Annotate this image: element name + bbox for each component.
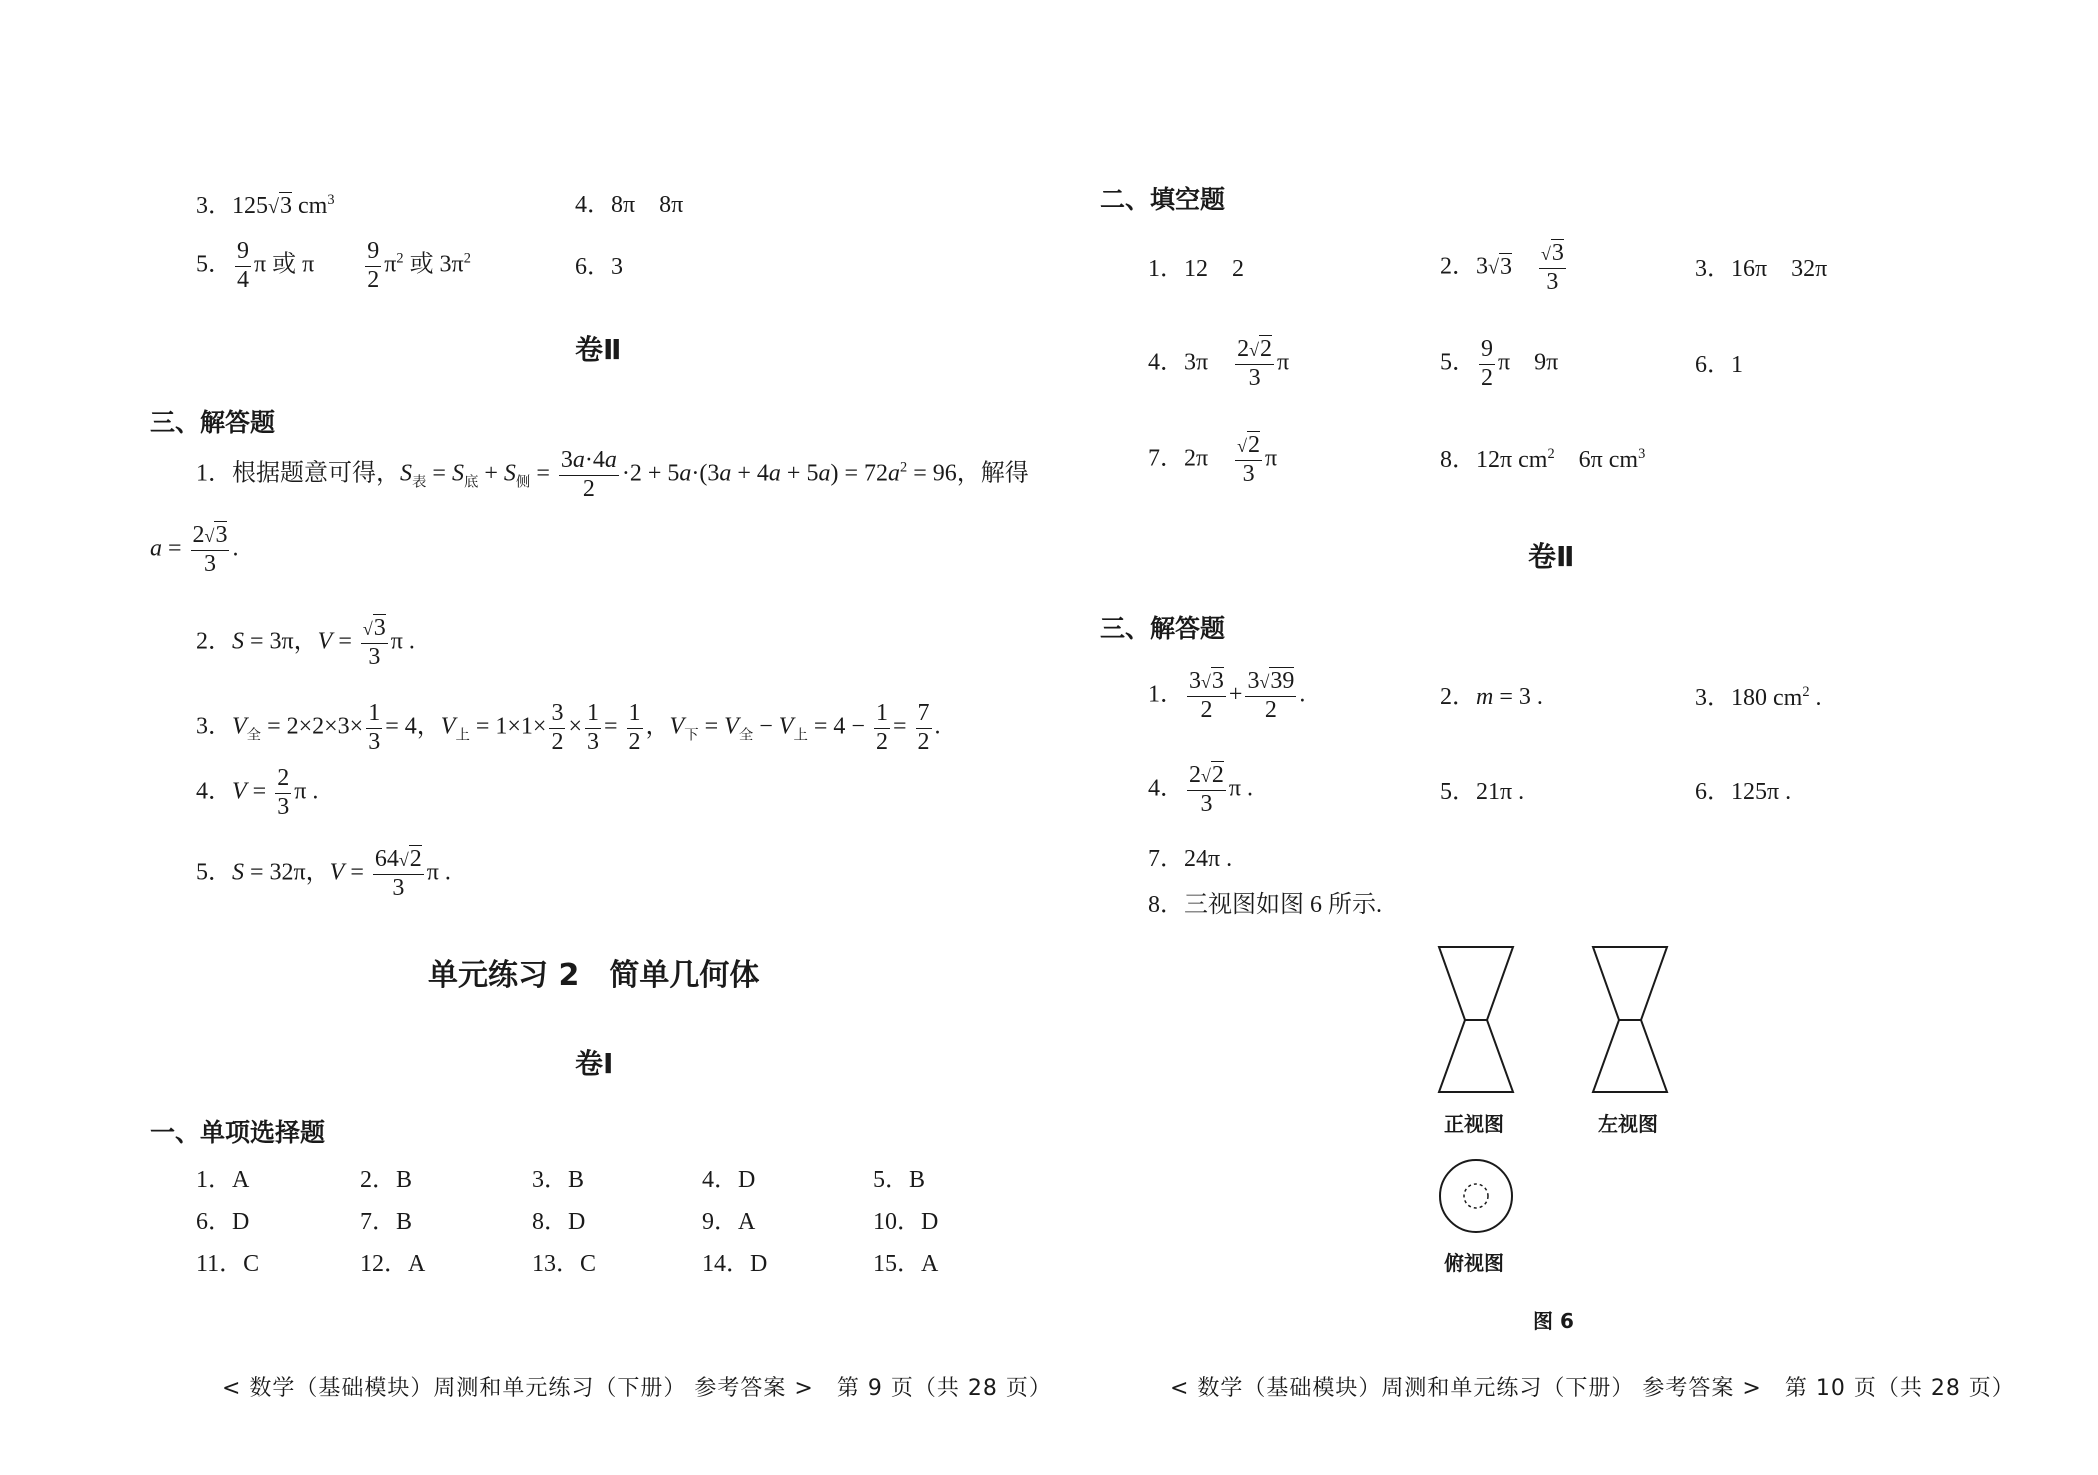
choice-answer: 8．D — [532, 1209, 586, 1235]
answer-6: 6．3 — [575, 254, 623, 280]
left-footer: < 数学（基础模块）周测和单元练习（下册） 参考答案 > 第 9 页（共 28 页） — [222, 1376, 1052, 1401]
choice-answer: 2．B — [360, 1167, 413, 1193]
solution-r7: 7．24π . — [1148, 846, 1233, 872]
choice-answer: 1．A — [196, 1167, 250, 1193]
choice-answer: 11．C — [196, 1251, 260, 1277]
choice-answer: 15．A — [873, 1251, 939, 1277]
side-view-figure — [1592, 946, 1668, 1094]
fill-answer-1: 1．12 2 — [1148, 256, 1244, 282]
volume-2-title: 卷Ⅱ — [575, 333, 622, 366]
section-1-heading: 一、单项选择题 — [150, 1118, 326, 1147]
top-view-label: 俯视图 — [1444, 1251, 1504, 1275]
solution-1-text: 1．根据题意可得， — [196, 460, 400, 487]
fill-answer-7: 7．2π $\frac{√2}{3}$ π — [1148, 432, 1278, 487]
solution-r3: 3．180 $cm^2$ . — [1695, 684, 1822, 711]
solution-1-result: a = $\frac{2√3}{3}$ . — [150, 522, 239, 577]
fill-answer-3: 3．16π 32π — [1695, 256, 1828, 282]
solution-r4: 4． $\frac{2√2}{3}$ π . — [1148, 762, 1254, 817]
choice-answer: 3．B — [532, 1167, 585, 1193]
solution-r5: 5．21π . — [1440, 779, 1525, 805]
volume-2-title-right: 卷Ⅱ — [1528, 540, 1575, 573]
section-3-heading: 三、解答题 — [150, 408, 276, 437]
solution-3: 3．$V_全 = 2\times 2\times 3\times$ $\frac{1}{3}$ = 4，$V_上 = 1\times 1\times$ $\frac{3}{2}$ × $\frac{1}{3}$ = $\frac{1}{2}$ ，$V_下 = V_全 - V_上 = 4$ − $\frac{1}{2}$ = $\frac{7}{2}$ . — [196, 700, 941, 755]
fill-answer-6: 6．1 — [1695, 352, 1743, 378]
choice-answer: 14．D — [702, 1251, 768, 1277]
volume-1-title: 卷Ⅰ — [575, 1047, 614, 1080]
fill-answer-8: 8．12π $cm^2$ 6π $cm^3$ — [1440, 446, 1646, 473]
solution-r1: 1． $\frac{3√3}{2}$ + $\frac{3√39}{2}$ . — [1148, 668, 1306, 723]
solution-2: 2．S = 3π，V = $\frac{√3}{3}$ π . — [196, 615, 415, 670]
section-2-heading: 二、填空题 — [1100, 185, 1226, 214]
solution-r8: 8．三视图如图 6 所示. — [1148, 892, 1382, 918]
choice-answer: 13．C — [532, 1251, 597, 1277]
choice-answer: 12．A — [360, 1251, 426, 1277]
solution-1-conclusion: ，解得 — [956, 460, 1029, 487]
choice-answer: 7．B — [360, 1209, 413, 1235]
choice-answer: 9．A — [702, 1209, 756, 1235]
answer-4: 4．8π 8π — [575, 192, 684, 218]
solution-5: 5．S = 32π，V = $\frac{64√2}{3}$ π . — [196, 846, 451, 901]
top-view-figure — [1438, 1158, 1514, 1234]
answer-5: 5． $\frac{9}{4}$ π 或 π $\frac{9}{2}$ $\pi^2$ 或 $3\pi^2$ — [196, 238, 471, 293]
choice-answer: 5．B — [873, 1167, 926, 1193]
choice-answer: 4．D — [702, 1167, 756, 1193]
front-view-label: 正视图 — [1444, 1112, 1504, 1136]
solution-4: 4．V = $\frac{2}{3}$ π . — [196, 765, 319, 820]
choice-answer: 10．D — [873, 1209, 939, 1235]
solution-r6: 6．125π . — [1695, 779, 1792, 805]
choice-answer: 6．D — [196, 1209, 250, 1235]
figure-caption: 图 6 — [1533, 1309, 1574, 1333]
unit-title: 单元练习 2 简单几何体 — [428, 958, 760, 993]
side-view-label: 左视图 — [1598, 1112, 1658, 1136]
solution-1: 1．根据题意可得，$S_表 = S_底 + S_侧$ = $\frac{3a\cdot 4a}{2}$ $\cdot 2 + 5a\cdot(3a + 4a + 5a) = 72a^2 = 96$，解得 — [196, 447, 1029, 502]
answer-3: 3．125√3 $cm^3$ — [196, 192, 335, 219]
fill-answer-4: 4．3π $\frac{2√2}{3}$ π — [1148, 336, 1290, 391]
fill-answer-2: 2．3√3 $\frac{√3}{3}$ — [1440, 240, 1564, 295]
front-view-figure — [1438, 946, 1514, 1094]
solution-r2: 2．m = 3 . — [1440, 684, 1543, 710]
fill-answer-5: 5． $\frac{9}{2}$ π 9π — [1440, 336, 1559, 391]
section-3-heading-right: 三、解答题 — [1100, 614, 1226, 643]
right-footer: < 数学（基础模块）周测和单元练习（下册） 参考答案 > 第 10 页（共 28 页） — [1170, 1376, 2015, 1401]
